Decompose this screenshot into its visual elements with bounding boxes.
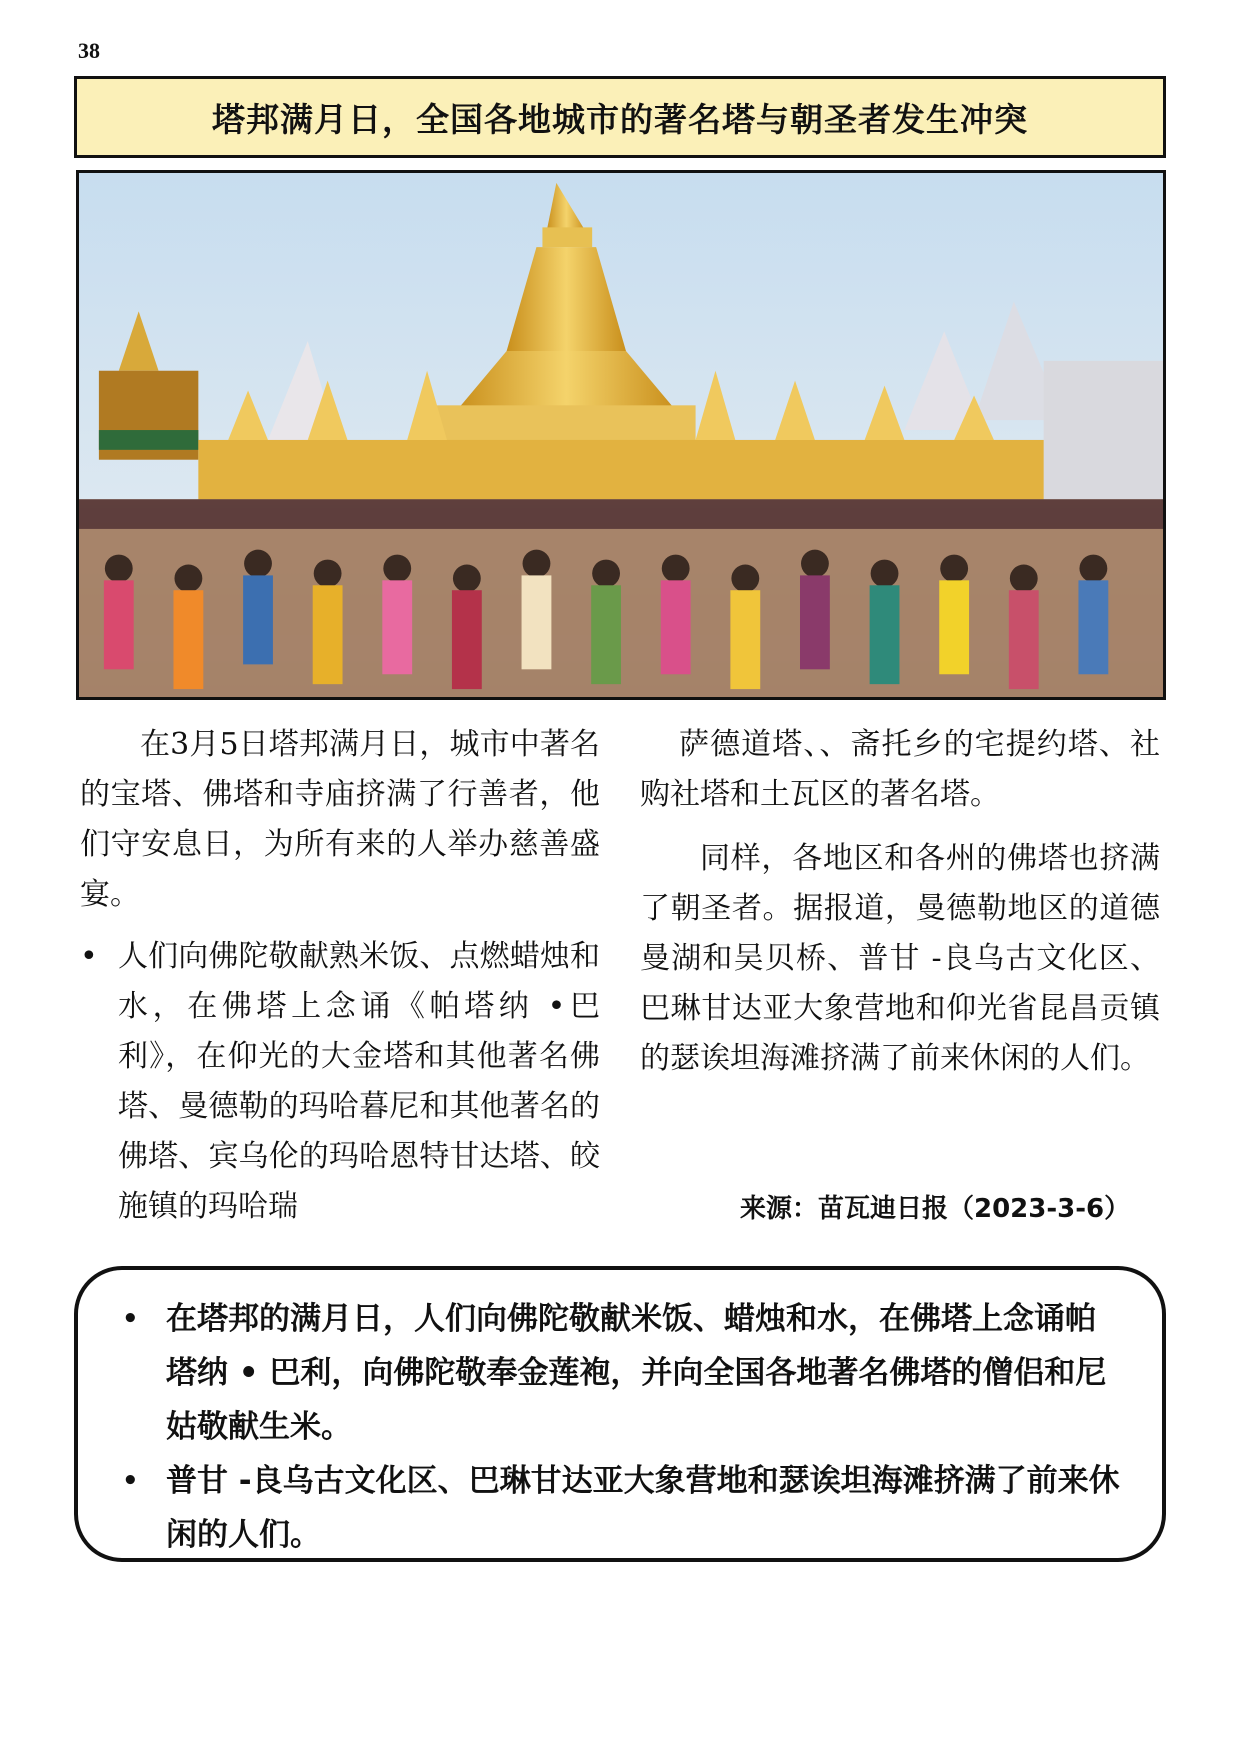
continued-paragraph: 萨德道塔、、斋托乡的宅提约塔、社购社塔和土瓦区的著名塔。 [640, 727, 1160, 812]
bullet-paragraph [80, 932, 600, 1232]
summary-item-text: 普甘 -良乌古文化区、巴琳甘达亚大象营地和瑟诶坦海滩挤满了前来休闲的人们。 [166, 1463, 1120, 1553]
intro-paragraph: 在3月5日塔邦满月日，城市中著名的宝塔、佛塔和寺庙挤满了行善者，他们守安息日，为所有来的人举办慈善盛宴。 [80, 727, 600, 912]
bullet-icon: • [122, 1466, 139, 1496]
bullet-icon: • [80, 939, 98, 974]
bullet-text: 人们向佛陀敬献熟米饭、点燃蜡烛和水，在佛塔上念诵《帕塔纳 •巴利》，在仰光的大金塔和其他著名佛塔、曼德勒的玛哈暮尼和其他著名的佛塔、宾乌伦的玛哈恩特甘达塔、皎施镇的玛哈瑞 [118, 939, 600, 1224]
right-column [640, 720, 1160, 1084]
pagoda-crowd-photo [76, 170, 1166, 700]
pagoda-crowd-image [79, 173, 1163, 697]
source-citation: 来源：苗瓦迪日报（2023-3-6） [740, 1194, 1131, 1224]
summary-box [74, 1266, 1166, 1562]
summary-item [122, 1454, 1122, 1562]
page-number: 38 [78, 38, 100, 63]
bullet-icon: • [122, 1304, 139, 1334]
summary-item-text: 在塔邦的满月日，人们向佛陀敬献米饭、蜡烛和水，在佛塔上念诵帕塔纳 • 巴利，向佛陀敬奉金莲袍，并向全国各地著名佛塔的僧侣和尼姑敬献生米。 [166, 1301, 1107, 1445]
page-title: 塔邦满月日，全国各地城市的著名塔与朝圣者发生冲突 [212, 99, 1028, 139]
left-column [80, 720, 600, 1262]
summary-item [122, 1292, 1122, 1454]
title-banner [74, 76, 1166, 158]
regions-paragraph: 同样，各地区和各州的佛塔也挤满了朝圣者。据报道，曼德勒地区的道德曼湖和吴贝桥、普甘 -良乌古文化区、巴琳甘达亚大象营地和仰光省昆昌贡镇的瑟诶坦海滩挤满了前来休闲的人们。 [640, 841, 1160, 1076]
